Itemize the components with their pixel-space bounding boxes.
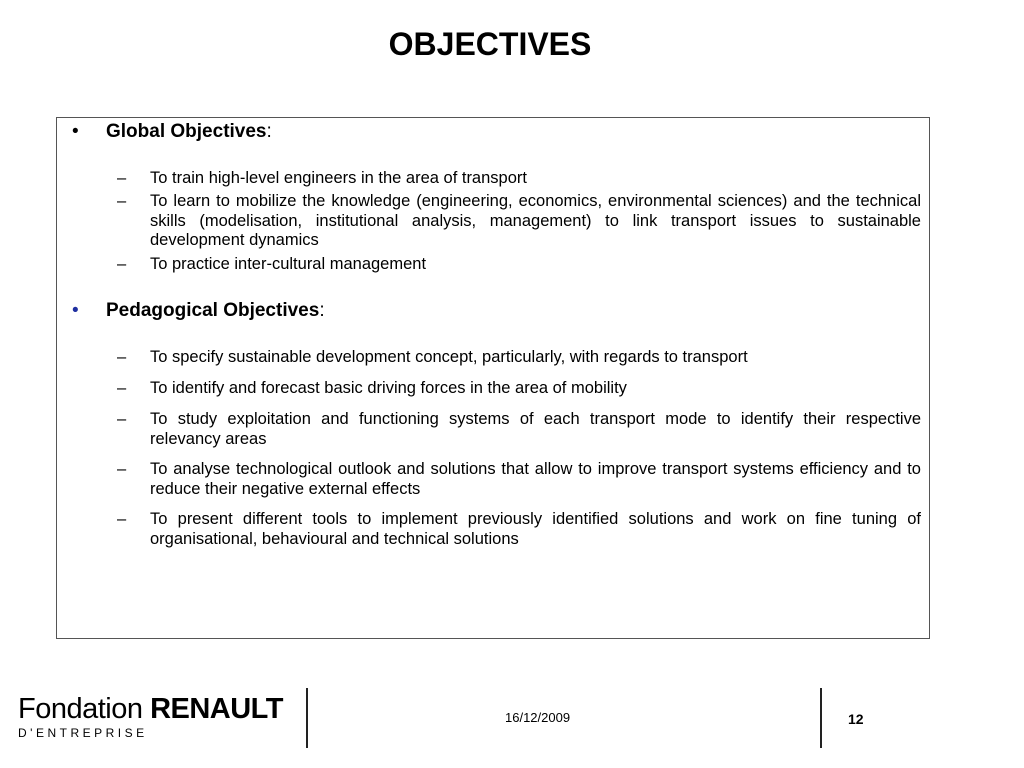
dash-icon: – — [117, 255, 127, 273]
list-item-text: To train high-level engineers in the area of transport — [150, 169, 527, 187]
slide-title: OBJECTIVES — [388, 26, 592, 62]
list-item-text: To study exploitation and functioning systems of each transport mode to identify their respective relevancy areas — [150, 410, 921, 448]
dash-icon: – — [117, 410, 127, 428]
footer-divider — [306, 688, 308, 748]
list-item-text: To analyse technological outlook and solutions that allow to improve transport systems efficiency and to reduce their negative external effects — [150, 460, 921, 498]
footer-date: 16/12/2009 — [505, 710, 571, 725]
footer-divider — [820, 688, 822, 748]
page-number: 12 — [848, 711, 864, 727]
dash-icon: – — [117, 379, 127, 397]
list-item-text: To specify sustainable development concept, particularly, with regards to transport — [150, 348, 748, 366]
dash-icon: – — [117, 192, 127, 210]
objectives-box — [56, 117, 930, 639]
dash-icon: – — [117, 460, 127, 478]
logo-word-renault: RENAULT — [150, 693, 283, 725]
list-item-text: To learn to mobilize the knowledge (engineering, economics, environmental sciences) and the technical skills (modelisation, institutional analysis, management) to link transport issues to sustainable development dynamics — [150, 192, 921, 249]
bullet-icon: • — [72, 300, 79, 321]
section-heading: Pedagogical Objectives — [106, 300, 320, 321]
section-colon: : — [266, 121, 272, 142]
fondation-renault-logo — [18, 693, 288, 741]
list-item-text: To identify and forecast basic driving forces in the area of mobility — [150, 379, 627, 397]
dash-icon: – — [117, 510, 127, 528]
section-colon: : — [319, 300, 325, 321]
section-heading: Global Objectives — [106, 121, 267, 142]
bullet-icon: • — [72, 121, 79, 142]
logo-tagline: D'ENTREPRISE — [18, 726, 148, 740]
list-item-text: To present different tools to implement previously identified solutions and work on fine tuning of organisational, behavioural and technical solutions — [150, 510, 921, 548]
dash-icon: – — [117, 348, 127, 366]
dash-icon: – — [117, 169, 127, 187]
list-item-text: To practice inter-cultural management — [150, 255, 427, 273]
logo-word-fondation: Fondation — [18, 693, 143, 725]
